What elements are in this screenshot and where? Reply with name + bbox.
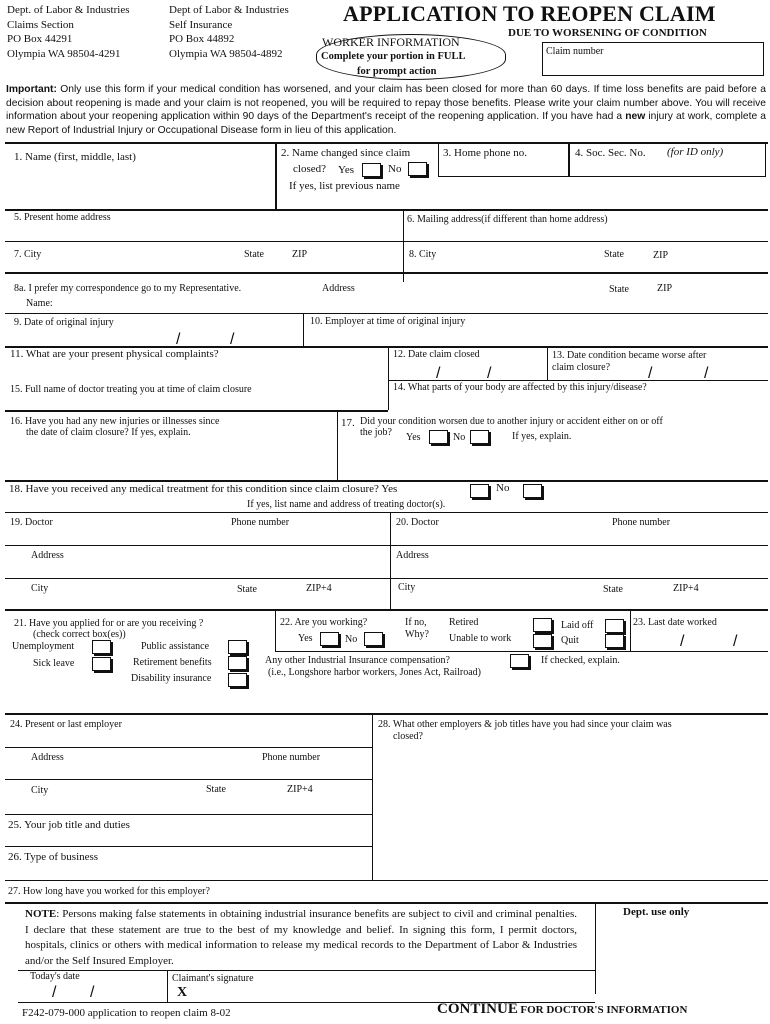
unable-to-work-checkbox[interactable] — [533, 634, 552, 648]
self-insurance-address: Dept of Labor & Industries Self Insurance PO Box 44892 Olympia WA 98504-4892 — [169, 4, 289, 60]
retired-checkbox[interactable] — [533, 618, 552, 632]
field-13-date-worse[interactable]: 13. Date condition became worse after — [552, 350, 707, 361]
disability-insurance-checkbox[interactable] — [228, 673, 247, 687]
claim-number-label: Claim number — [546, 46, 604, 57]
doctor-19-city[interactable]: City — [31, 583, 49, 594]
treatment-no-checkbox[interactable] — [523, 484, 542, 498]
sick-leave-checkbox[interactable] — [92, 657, 111, 671]
field-8a-representative[interactable]: 8a. I prefer my correspondence go to my Representative. — [14, 283, 242, 294]
other-injury-no-checkbox[interactable] — [470, 430, 489, 444]
note-statement: NOTE: Persons making false statements in obtaining industrial insurance benefits are subject to civil and criminal penalties. I declare that these statement are true to the best of my knowledge and belief. In signing this form, I permit doctors, hospitals, clinics or others with medical information to release my medical records to the Department of Labor & Industries and/or the Self Insured Employer. — [25, 908, 577, 967]
field-28-other-employers[interactable]: 28. What other employers & job titles have you had since your claim was — [378, 719, 672, 730]
field-7-city[interactable]: 7. City — [14, 249, 42, 260]
field-14-body-parts[interactable]: 14. What parts of your body are affected by this injury/disease? — [393, 382, 647, 393]
claims-section-address: Dept. of Labor & Industries Claims Section PO Box 44291 Olympia WA 98504-4291 — [7, 4, 130, 60]
field-3-label: 3. Home phone no. — [443, 147, 528, 159]
continue-label: CONTINUE FOR DOCTOR'S INFORMATION — [437, 1001, 688, 1017]
unemployment-checkbox[interactable] — [92, 640, 111, 654]
worker-information-label: WORKER INFORMATION — [322, 35, 460, 49]
todays-date-label: Today's date — [30, 971, 80, 982]
field-27-how-long[interactable]: 27. How long have you worked for this employer? — [8, 886, 210, 897]
prompt-action-label: for prompt action — [357, 66, 437, 77]
complete-portion-label: Complete your portion in FULL — [321, 51, 466, 62]
signature-field[interactable]: X — [177, 985, 188, 1000]
field-19-doctor[interactable]: 19. Doctor — [10, 517, 53, 528]
field-9-date-of-injury[interactable]: 9. Date of original injury — [14, 317, 114, 328]
field-17-label: 17. — [341, 417, 355, 429]
retirement-benefits-checkbox[interactable] — [228, 656, 247, 670]
laid-off-checkbox[interactable] — [605, 619, 624, 633]
field-24-employer[interactable]: 24. Present or last employer — [10, 719, 122, 730]
field-18-medical-treatment[interactable]: 18. Have you received any medical treatment for this condition since claim closure? Yes — [9, 483, 398, 495]
field-5-label[interactable]: 5. Present home address — [14, 212, 111, 223]
employer-phone[interactable]: Phone number — [262, 752, 321, 763]
field-26-business-type[interactable]: 26. Type of business — [8, 851, 99, 863]
other-compensation-question: Any other Industrial Insurance compensation? — [265, 655, 450, 666]
field-22-working: 22. Are you working? — [280, 617, 368, 628]
quit-checkbox[interactable] — [605, 634, 624, 648]
field-20-doctor[interactable]: 20. Doctor — [396, 517, 439, 528]
field-15-doctor[interactable]: 15. Full name of doctor treating you at time of claim closure — [10, 384, 252, 395]
field-16-new-injuries[interactable]: 16. Have you had any new injuries or illnesses since — [10, 416, 220, 427]
name-changed-yes-checkbox[interactable] — [362, 163, 381, 177]
field-8-city[interactable]: 8. City — [409, 249, 437, 260]
form-id: F242-079-000 application to reopen claim 8-02 — [22, 1007, 231, 1019]
field-25-job-title[interactable]: 25. Your job title and duties — [8, 819, 130, 831]
doctor-19-address[interactable]: Address — [31, 550, 64, 561]
public-assistance-checkbox[interactable] — [228, 640, 247, 654]
field-2-label: 2. Name changed since claim — [281, 147, 411, 159]
name-changed-no-checkbox[interactable] — [408, 162, 427, 176]
doctor-20-city[interactable]: City — [398, 582, 416, 593]
field-4-label: 4. Soc. Sec. No. — [575, 147, 646, 159]
working-yes-checkbox[interactable] — [320, 632, 339, 646]
field-17-question[interactable]: Did your condition worsen due to another injury or accident either on or off — [360, 416, 663, 427]
field-23-last-date[interactable]: 23. Last date worked — [633, 617, 717, 628]
page-subtitle: DUE TO WORSENING OF CONDITION — [508, 27, 707, 39]
field-11-complaints[interactable]: 11. What are your present physical complaints? — [10, 348, 219, 360]
treatment-yes-checkbox[interactable] — [470, 484, 489, 498]
field-1-name[interactable]: 1. Name (first, middle, last) — [14, 151, 136, 163]
field-12-date-closed[interactable]: 12. Date claim closed — [393, 349, 480, 360]
other-compensation-checkbox[interactable] — [510, 654, 529, 668]
field-6-label[interactable]: 6. Mailing address(if different than home address) — [407, 214, 608, 225]
other-injury-yes-checkbox[interactable] — [429, 430, 448, 444]
claimant-signature-label: Claimant's signature — [172, 973, 254, 984]
employer-address[interactable]: Address — [31, 752, 64, 763]
doctor-20-address[interactable]: Address — [396, 550, 429, 561]
field-21-benefits: 21. Have you applied for or are you receiving ? — [14, 618, 204, 629]
dept-use-only: Dept. use only — [623, 906, 690, 918]
page-title: APPLICATION TO REOPEN CLAIM — [343, 1, 716, 26]
important-notice: Important: Only use this form if your medical condition has worsened, and your claim has been closed for more than 60 days. If time loss benefits are paid before a decision about reopening is made and your claim is not reopened, you will be required to repay those benefits. Please write your claim number above. You will receive information about your reopening application within 90 days of the Department's receipt of the reopening application. If you have had a new injury at work, complete a new Report of Industrial Injury or Occupational Disease form in lieu of this application. — [6, 84, 767, 136]
field-10-employer[interactable]: 10. Employer at time of original injury — [310, 316, 466, 327]
working-no-checkbox[interactable] — [364, 632, 383, 646]
employer-city[interactable]: City — [31, 785, 49, 796]
